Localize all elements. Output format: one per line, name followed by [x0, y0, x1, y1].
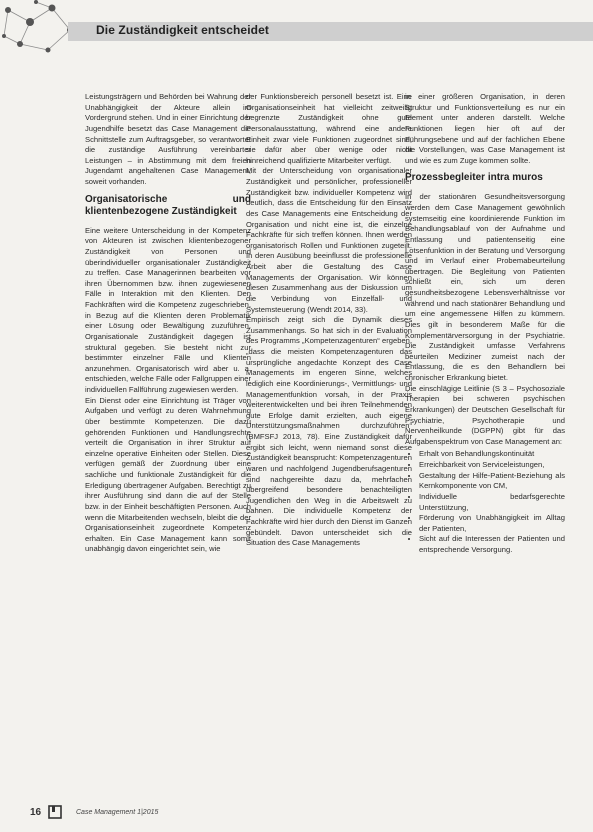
list-item: • Gestaltung der Hilfe-Patient-Beziehung als Kernkomponente von CM,	[419, 471, 565, 492]
text-column-1	[85, 92, 251, 555]
paragraph: In der stationären Gesundheitsversorgung werden dem Case Management gewöhnlich systemseitig eine koordinierende Funktion im Behandlungsablauf von der Aufnahme und Entlassung und patientenseitig eine Lotsenfunktion in der Beratung und Versorgung und im Verlauf einer Probemabeurteilung übertragen. Die Begleitung von Patienten schließt ein, sich um deren gesundheitsbezogene Lebensverhältnisse vor während und nach stationärer Behandlung und um eine angemessene Hilfen zu kümmern. Dies gilt in besonderem Maße für die Komplementärversorgung in der Psychiatrie. Die Zuständigkeit umfasse Verfahrens beurteilen Mediziner zumeist nach der Entlassung, die es den Behandlern bei chronischer Erkrankung bietet.	[405, 192, 565, 382]
section-heading: Prozessbegleiter intra muros	[405, 172, 543, 184]
paragraph: Empirisch zeigt sich die Dynamik dieses Zusammenhangs. So hat sich in der Evaluation des Programms „Kompetenzagenturen“ ergeben, „dass die meisten Kompetenzagenturen das ursprüngliche angedachte Konzept des Case Managements im engeren Sinne, welches lediglich eine Koordinierungs-, Vermittlungs- und Managementfunktion vorsah, in der Praxis weiterentwickelten und bei ihren Teilnehmenden gute Erfolge damit erzielten, auch eigene Unterstützungsmaßnahmen durchzuführen“ (BMFSFJ 2013, 78). Eine Zuständigkeit dafür ergibt sich leicht, wenn niemand sonst diese Zuständigkeit beansprucht: Kompetenzagenturen waren und nachfolgend Jugendberufsagenturen sind nachgereihte dazu da, mehrfachen übergreifend besondere benachteiligten Jugendlichen den Weg in die Arbeitswelt zu bahnen. Die individuelle Kompetenz der Fachkräfte wird hier durch den Dienst im Ganzen gebündelt. Davon unterscheidet sich die Situation des Case Managements	[246, 315, 412, 548]
page-footer	[30, 805, 570, 825]
journal-name: Case Management 1|2015	[76, 809, 159, 816]
page-number: 16	[30, 807, 42, 818]
list-item: • Förderung von Unabhängigkeit im Alltag der Patienten,	[419, 513, 565, 534]
text-column-3	[405, 92, 565, 556]
paragraph: Ein Dienst oder eine Einrichtung ist Träger von Aufgaben und verfügt zu deren Wahrnehmung über bestimmte Kompetenzen. Die dazu gehörenden Funktionen und Handlungsrechte verteilt die Organisation in ihrer Struktur auf einzelne operative Einheiten oder Stellen. Diese verfügen gemäß der Zuordnung über eine sachliche und funktionale Zuständigkeit für die Erledigung übertragener Aufgaben. Berechtigt zu ihrer Ausführung sind dann die auf der Stelle bzw. in der Einheit beschäftigten Personen. Auch wenn die Mitarbeitenden wechseln, bleibt die der Organisationseinheit zugeordnete Kompetenz erhalten. Ein Case Management kann somit unabhängig davon eingerichtet sein, wie	[85, 395, 251, 554]
bullet-list	[405, 449, 565, 555]
list-item: • Sicht auf die Interessen der Patienten und entsprechende Versorgung.	[419, 534, 565, 555]
running-title: Die Zuständigkeit entscheidet	[96, 23, 269, 37]
list-item: • Erhalt von Behandlungskontinuität	[419, 449, 565, 460]
journal-logo-icon	[48, 805, 62, 819]
section-heading: Organisatorische und klientenbezogene Zuständigkeit	[85, 193, 251, 217]
paragraph: Eine weitere Unterscheidung in der Kompetenz von Akteuren ist zwischen klientenbezogener Zuständigkeit von Personen und überindividueller organisationaler Zuständigkeit zu treffen. Case Managerinnen bearbeiten vor ihren Übernommen bzw. ihnen zugewiesenen Fälle in Interaktion mit den Klienten. Den Fachkräften wird die Kompetenz zugeschrieben, in Bezug auf die Klienten deren Problematik einer Lösung oder Bewältigung zuzuführen. Organisationale Zuständigkeit dagegen ist struktural gegeben. Sie besteht nicht zur bestimmter einzelner Fälle und Klienten anzunehmen. Organisatorisch wird aber u. a. entschieden, welche Fälle oder Fallgruppen einer individuellen Fallführung zugewiesen werden.	[85, 225, 251, 394]
list-item: • Individuelle bedarfsgerechte Unterstützung,	[419, 492, 565, 513]
list-item: • Erreichbarkeit von Serviceleistungen,	[419, 460, 565, 471]
paragraph: in einer größeren Organisation, in deren Struktur und Funktionsverteilung es nur ein Element unter anderen darstellt. Welche Funktionen liegen hier oft auf der Führungsebene und auf der fachlichen Ebene die Vorstellungen, was Case Management ist und wie es zum Zuge kommen sollte.	[405, 92, 565, 165]
paragraph: Leistungsträgern und Behörden bei Wahrung der Unabhängigkeit der Akteure allein im Vordergrund stehen. Und in einer Einrichtung der Jugendhilfe besetzt das Case Management die Schnittstelle zum Auftragsgeber, so verantwortet die zuständige Ausführung vereinbarter Leistungen – in Abstimmung mit dem freien Jugendamt angehaltenen Case Management, soweit vorhanden.	[85, 92, 251, 186]
page-header	[0, 0, 593, 64]
paragraph: Die einschlägige Leitlinie (S 3 – Psychosoziale Therapien bei schweren psychischen Erkrankungen) der Deutschen Gesellschaft für Psychiatrie, Psychotherapie und Nervenheilkunde (DGPPN) gibt für das Aufgabenspektrum von Case Management an:	[405, 383, 565, 446]
paragraph: Mit der Unterscheidung von organisationaler Zuständigkeit und persönlicher, professioneller Zuständigkeit bzw. individueller Kompetenz wird deutlich, dass die Entscheidung für den Einsatz des Case Managements eine Entscheidung der Organisation und nicht eine ist, die einzelne Fachkräfte für sich treffen können. Ihnen werden organisatorisch Rollen und Funktionen zugeteilt. In deren Ausübung beeinflusst die professionelle Arbeit aber die Gestaltung des Case Managements der Organisation. Wir können diesen Zusammenhang aus der Diskussion um die Verbindung von Einzelfall- und Systemsteuerung (Wendt 2014, 33).	[246, 166, 412, 314]
paragraph: der Funktionsbereich personell besetzt ist. Eine Organisationseinheit hat vielleicht zeitweilig begrenzte Zuständigkeit ohne gute Personalausstattung, während eine andere Einheit zwar viele Funktionen zugeordnet sind, sie dafür aber über wenige oder nicht hinreichend qualifizierte Mitarbeiter verfügt.	[246, 92, 412, 165]
text-column-2	[246, 92, 412, 549]
